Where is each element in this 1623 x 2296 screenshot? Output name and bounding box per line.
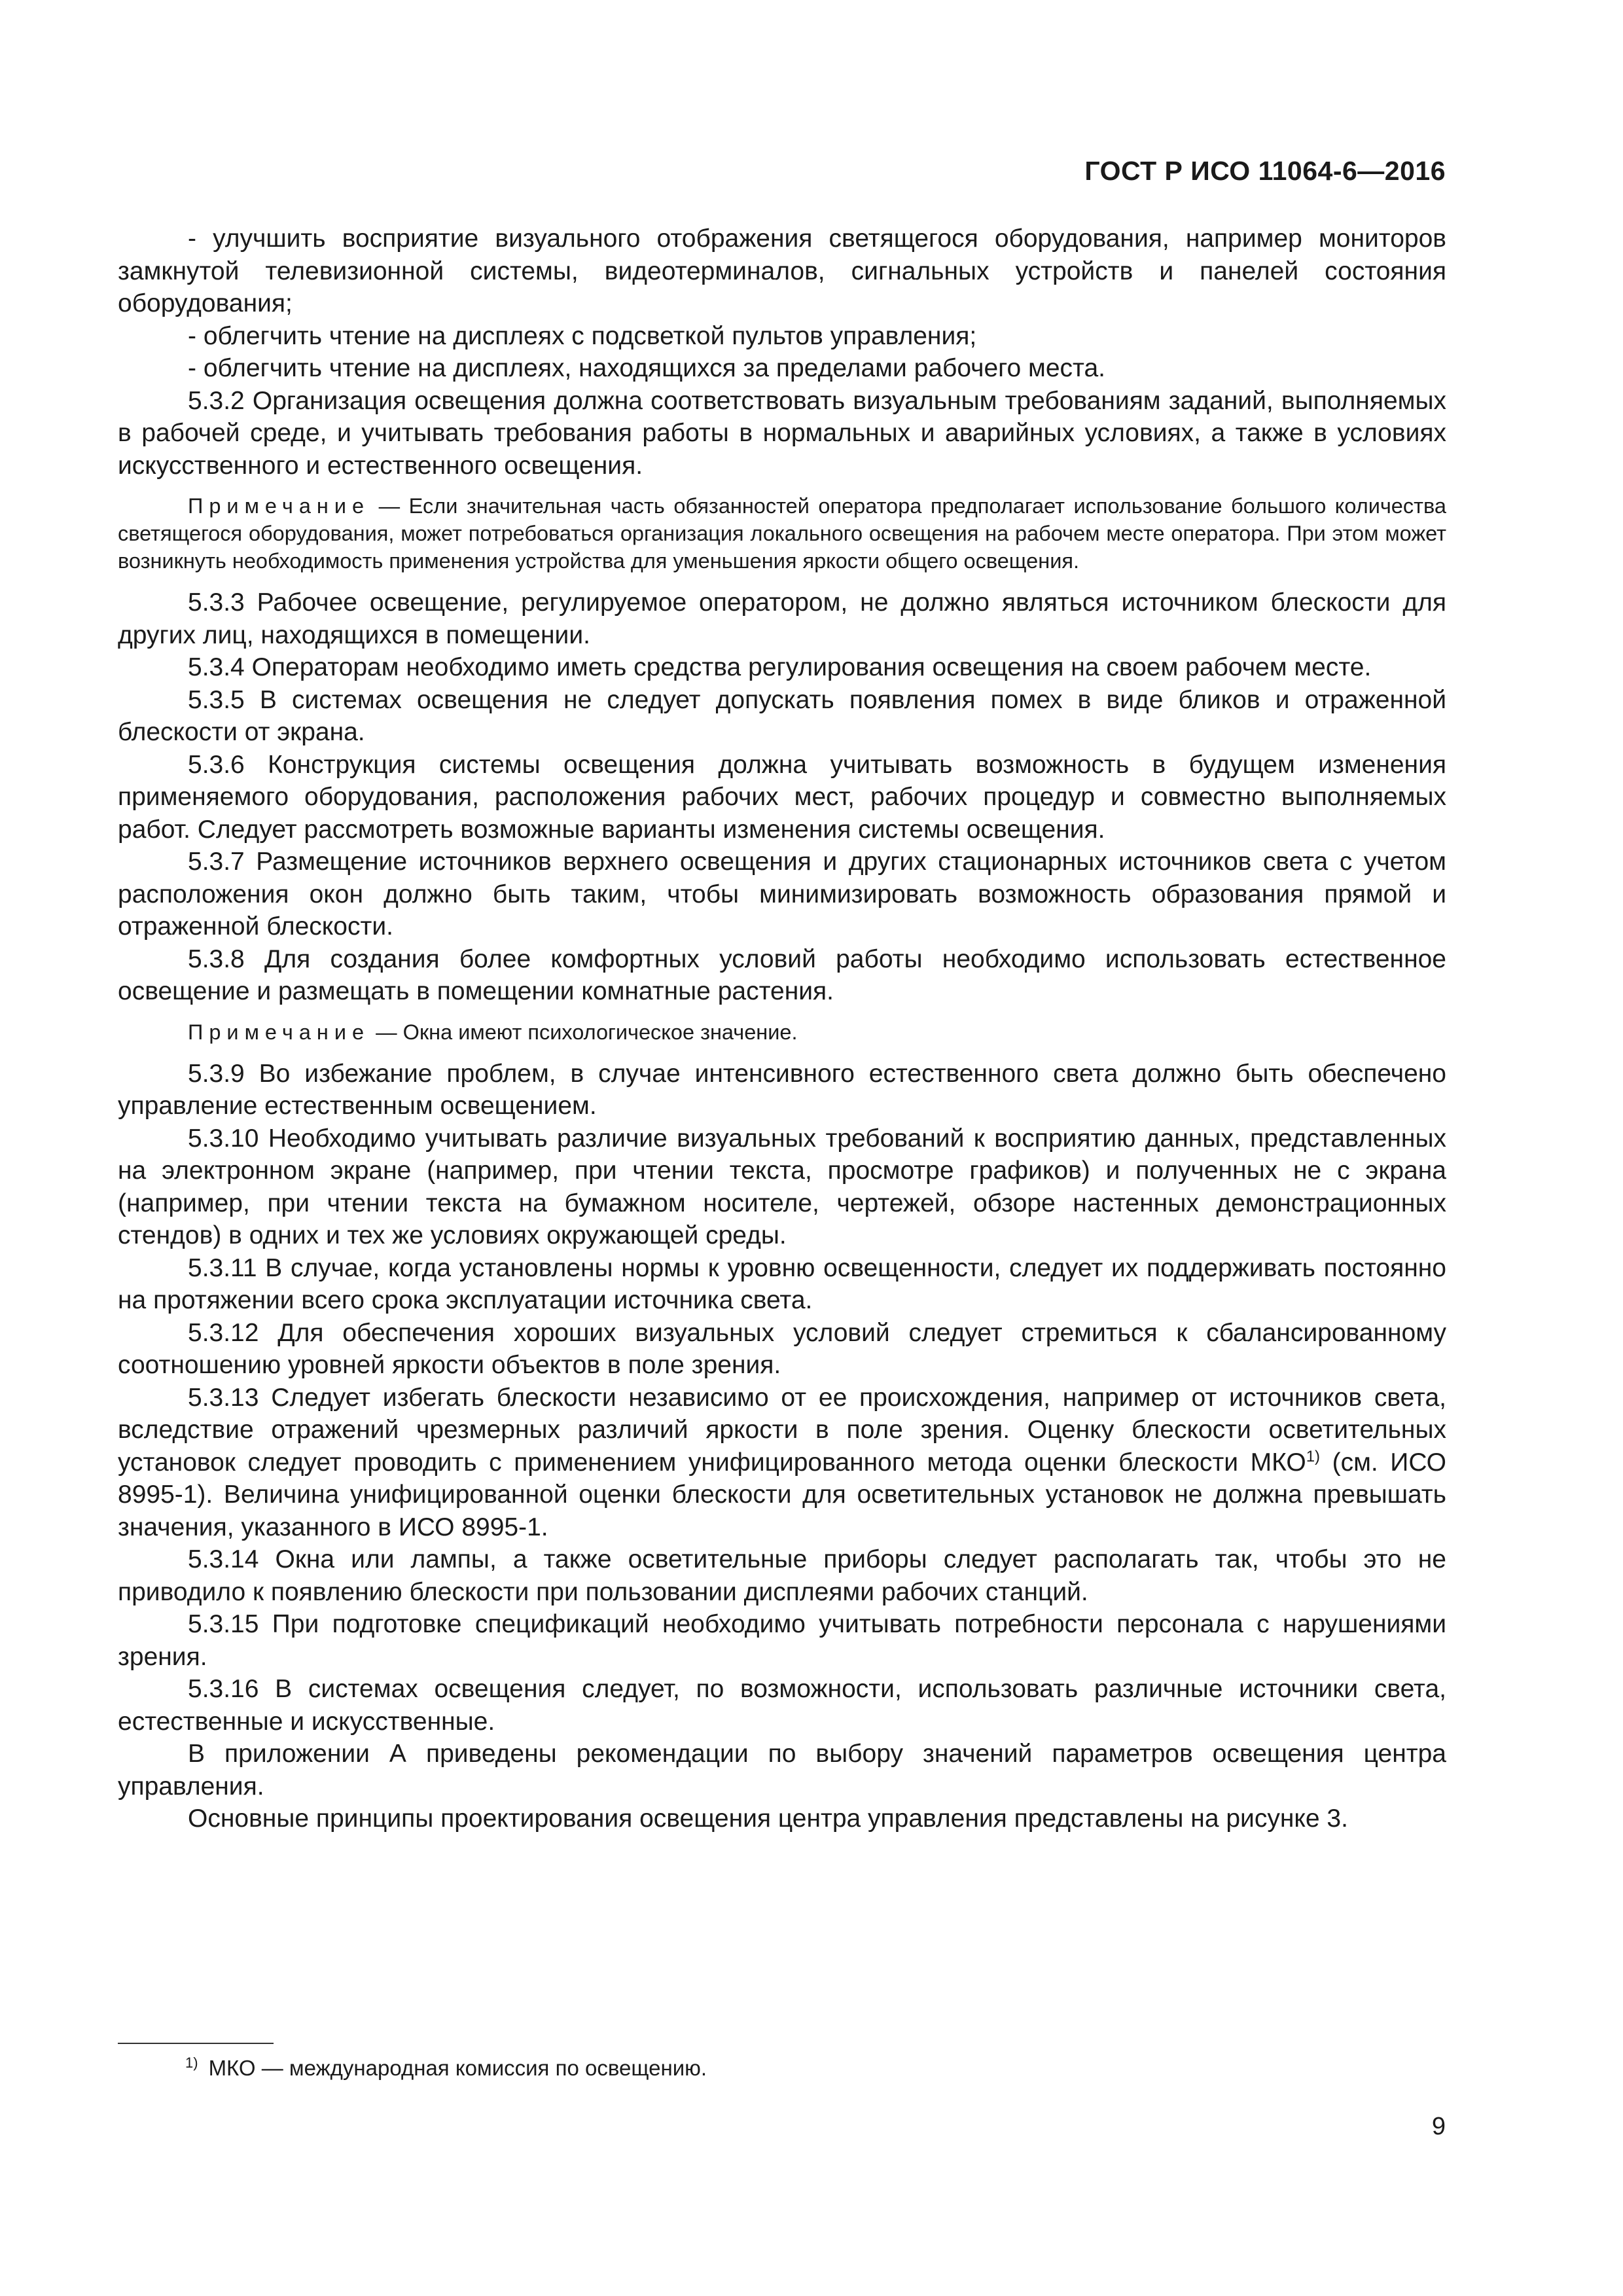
footnote	[185, 2054, 707, 2082]
paragraph-5-3-6: 5.3.6 Конструкция системы освещения должна учитывать возможность в будущем изменения применяемого оборудования, расположения рабочих мест, рабочих процедур и совместно выполняемых работ. Следует рассмотреть возможные варианты изменения системы освещения.	[118, 750, 1446, 844]
paragraph-5-3-2: 5.3.2 Организация освещения должна соответствовать визуальным требованиям заданий, выполняемых в рабочей среде, и учитывать требования работы в нормальных и аварийных условиях, а также в условиях искусственного и естественного освещения.	[118, 386, 1446, 480]
note-2	[118, 1018, 1446, 1046]
list-item-3: - облегчить чтение на дисплеях, находящихся за пределами рабочего места.	[188, 354, 1106, 382]
paragraph-5-3-10: 5.3.10 Необходимо учитывать различие визуальных требований к восприятию данных, представленных на электронном экране (например, при чтении текста, просмотре графиков) и полученных не с экрана (например, при чтении текста на бумажном носителе, чертежей, обзоре настенных демонстрационных стендов) в одних и тех же условиях окружающей среды.	[118, 1124, 1446, 1249]
list-item-2: - облегчить чтение на дисплеях с подсветкой пультов управления;	[188, 321, 977, 350]
note-1-label: Примечание	[188, 494, 370, 518]
standard-code: ГОСТ Р ИСО 11064-6—2016	[1084, 156, 1446, 186]
paragraph-5-3-5: 5.3.5 В системах освещения не следует допускать появления помех в виде бликов и отраженной блескости от экрана.	[118, 685, 1446, 746]
paragraph-5-3-13	[118, 1382, 1446, 1544]
paragraph-5-3-8: 5.3.8 Для создания более комфортных условий работы необходимо использовать естественное освещение и размещать в помещении комнатные растения.	[118, 944, 1446, 1005]
note-1-text: — Если значительная часть обязанностей оператора предполагает использование большого количества светящегося оборудования, может потребоваться организация локального освещения на рабочем месте оператора. При этом может возникнуть необходимость применения устройства для уменьшения яркости общего освещения.	[118, 494, 1446, 573]
note-2-label: Примечание	[188, 1020, 370, 1044]
paragraph-annex-reference: В приложении А приведены рекомендации по выбору значений параметров освещения центра управления.	[118, 1740, 1446, 1801]
paragraph-5-3-12: 5.3.12 Для обеспечения хороших визуальных условий следует стремиться к сбалансированному соотношению уровней яркости объектов в поле зрения.	[118, 1318, 1446, 1379]
paragraph-5-3-3: 5.3.3 Рабочее освещение, регулируемое оператором, не должно являться источником блескости для других лиц, находящихся в помещении.	[118, 588, 1446, 649]
paragraph-5-3-14: 5.3.14 Окна или лампы, а также осветительные приборы следует располагать так, чтобы это не приводило к появлению блескости при пользовании дисплеями рабочих станций.	[118, 1545, 1446, 1606]
footnote-reference: 1)	[1306, 1447, 1321, 1465]
footnote-divider	[118, 2043, 274, 2044]
paragraph-5-3-13-part-b: (см. ИСО 8995-1). Величина унифицированной оценки блескости для осветительных установок не должна превышать значения, указанного в ИСО 8995-1.	[118, 1448, 1446, 1541]
page-number: 9	[1431, 2113, 1446, 2140]
body-text	[118, 223, 1446, 1835]
paragraph-5-3-15: 5.3.15 При подготовке спецификаций необходимо учитывать потребности персонала с нарушениями зрения.	[118, 1610, 1446, 1671]
note-2-text: — Окна имеют психологическое значение.	[370, 1020, 798, 1044]
paragraph-5-3-7: 5.3.7 Размещение источников верхнего освещения и других стационарных источников света с учетом расположения окон должно быть таким, чтобы минимизировать возможность образования прямой и отраженной блескости.	[118, 848, 1446, 941]
list-item-1: - улучшить восприятие визуального отображения светящегося оборудования, например мониторов замкнутой телевизионной системы, видеотерминалов, сигнальных устройств и панелей состояния оборудования;	[118, 224, 1446, 317]
note-1	[118, 492, 1446, 575]
paragraph-5-3-11: 5.3.11 В случае, когда установлены нормы к уровню освещенности, следует их поддерживать постоянно на протяжении всего срока эксплуатации источника света.	[118, 1253, 1446, 1314]
footnote-text: МКО — международная комиссия по освещению.	[208, 2056, 707, 2080]
paragraph-5-3-9: 5.3.9 Во избежание проблем, в случае интенсивного естественного света должно быть обеспечено управление естественным освещением.	[118, 1059, 1446, 1120]
paragraph-5-3-16: 5.3.16 В системах освещения следует, по возможности, использовать различные источники света, естественные и искусственные.	[118, 1675, 1446, 1736]
paragraph-5-3-4: 5.3.4 Операторам необходимо иметь средства регулирования освещения на своем рабочем месте.	[188, 653, 1372, 681]
paragraph-figure-reference: Основные принципы проектирования освещения центра управления представлены на рисунке 3.	[188, 1804, 1348, 1833]
paragraph-5-3-13-part-a: 5.3.13 Следует избегать блескости независимо от ее происхождения, например от источников света, вследствие отражений чрезмерных различий яркости в поле зрения. Оценку блескости осветительных установок следует проводить с применением унифицированного метода оценки блескости МКО	[118, 1383, 1446, 1477]
footnote-marker: 1)	[185, 2054, 198, 2071]
